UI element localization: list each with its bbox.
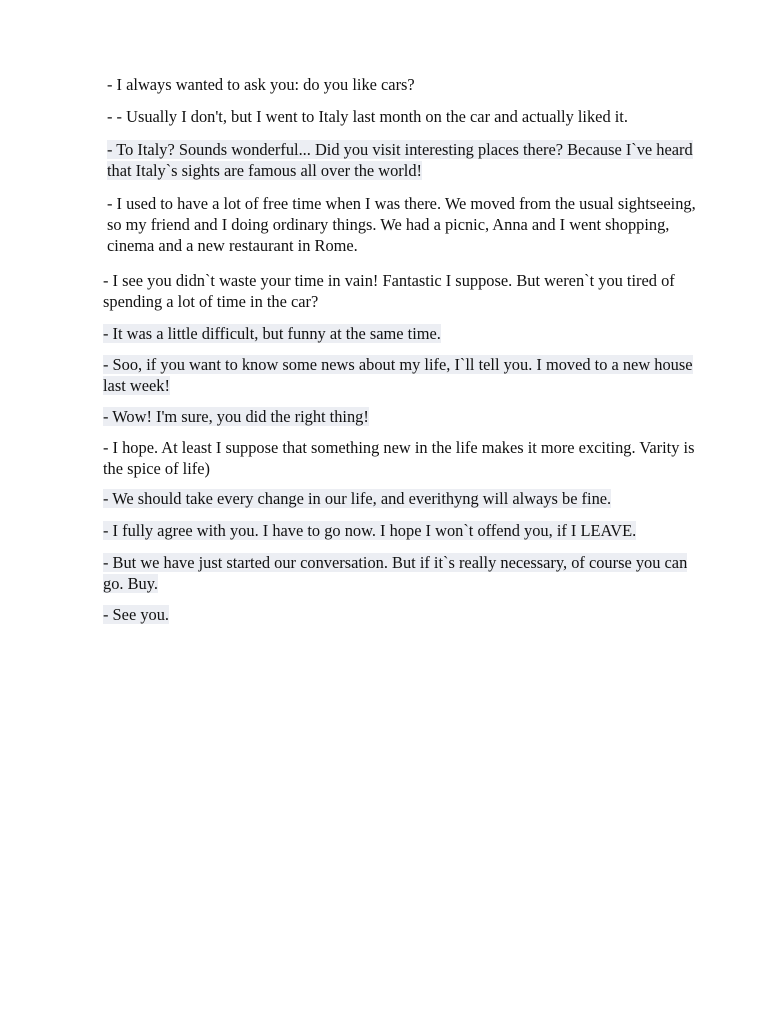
dialogue-line bbox=[107, 139, 703, 181]
dialogue-text: - I used to have a lot of free time when I was there. We moved from the usual sightseeing, so my friend and I doing ordinary things. We had a picnic, Anna and I went shopping, cinema and a new restaurant in Rome. bbox=[107, 194, 696, 255]
dialogue-text-highlighted: - To Italy? Sounds wonderful... Did you visit interesting places there? Because I`ve heard that Italy`s sights are famous all over the world! bbox=[107, 140, 693, 180]
dialogue-line bbox=[103, 406, 703, 427]
dialogue-text-highlighted: - We should take every change in our life, and everithyng will always be fine. bbox=[103, 489, 612, 508]
dialogue-line bbox=[103, 488, 703, 509]
dialogue-line bbox=[107, 74, 703, 95]
dialogue-text: - I hope. At least I suppose that something new in the life makes it more exciting. Varity is the spice of life) bbox=[103, 438, 695, 478]
dialogue-line bbox=[103, 323, 703, 344]
dialogue-line bbox=[107, 106, 703, 127]
dialogue-line bbox=[103, 520, 703, 541]
dialogue-text: - - Usually I don't, but I went to Italy last month on the car and actually liked it. bbox=[107, 107, 628, 126]
dialogue-line bbox=[107, 193, 703, 256]
dialogue-text-highlighted: - But we have just started our conversation. But if it`s really necessary, of course you can go. Buy. bbox=[103, 553, 688, 593]
dialogue-line bbox=[103, 270, 703, 312]
dialogue-line bbox=[103, 552, 703, 594]
dialogue-line bbox=[103, 354, 703, 396]
dialogue-text-highlighted: - It was a little difficult, but funny at the same time. bbox=[103, 324, 441, 343]
dialogue-text-highlighted: - See you. bbox=[103, 605, 170, 624]
dialogue-text-highlighted: - Soo, if you want to know some news about my life, I`ll tell you. I moved to a new house last week! bbox=[103, 355, 693, 395]
dialogue-text: - I always wanted to ask you: do you like cars? bbox=[107, 75, 415, 94]
dialogue-text-highlighted: - I fully agree with you. I have to go now. I hope I won`t offend you, if I LEAVE. bbox=[103, 521, 637, 540]
dialogue-text: - I see you didn`t waste your time in vain! Fantastic I suppose. But weren`t you tired of spending a lot of time in the car? bbox=[103, 271, 675, 311]
dialogue-text-highlighted: - Wow! I'm sure, you did the right thing! bbox=[103, 407, 369, 426]
dialogue-line bbox=[103, 437, 703, 479]
dialogue-line bbox=[103, 604, 703, 625]
